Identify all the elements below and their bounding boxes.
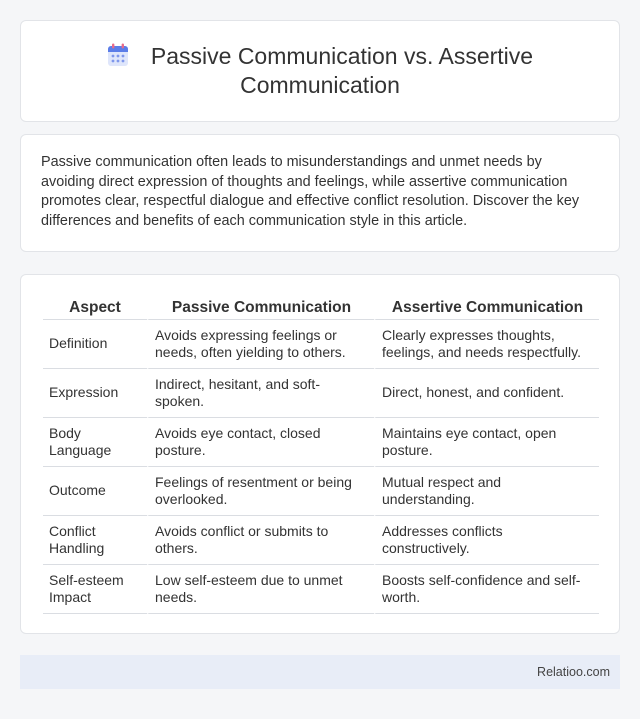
cell-passive: Low self-esteem due to unmet needs. (147, 565, 374, 614)
cell-assertive: Addresses conflicts constructively. (374, 516, 599, 565)
cell-passive: Avoids expressing feelings or needs, often yielding to others. (147, 320, 374, 369)
calendar-icon (107, 43, 129, 67)
cell-assertive: Maintains eye contact, open posture. (374, 418, 599, 467)
header-aspect: Aspect (43, 295, 147, 320)
comparison-table-card (20, 274, 620, 634)
footer-brand[interactable]: Relatioo.com (537, 665, 610, 679)
comparison-table (43, 295, 599, 614)
table-row (43, 320, 599, 369)
table-row (43, 369, 599, 418)
footer-bar (20, 655, 620, 689)
table-row (43, 516, 599, 565)
cell-aspect: Expression (43, 369, 147, 418)
intro-paragraph: Passive communication often leads to misunderstandings and unmet needs by avoiding direct expression of thoughts and feelings, while assertive communication promotes clear, respectful dialogue and effective conflict resolution. Discover the key differences and benefits of each communication style in this article. (41, 154, 580, 229)
cell-aspect: Conflict Handling (43, 516, 147, 565)
table-header-row (43, 295, 599, 320)
cell-aspect: Outcome (43, 467, 147, 516)
cell-aspect: Self-esteem Impact (43, 565, 147, 614)
cell-passive: Indirect, hesitant, and soft-spoken. (147, 369, 374, 418)
cell-passive: Feelings of resentment or being overlooked. (147, 467, 374, 516)
cell-passive: Avoids eye contact, closed posture. (147, 418, 374, 467)
cell-aspect: Body Language (43, 418, 147, 467)
cell-assertive: Clearly expresses thoughts, feelings, and needs respectfully. (374, 320, 599, 369)
table-row (43, 418, 599, 467)
table-row (43, 467, 599, 516)
table-row (43, 565, 599, 614)
intro-card (20, 134, 620, 252)
header-assertive: Assertive Communication (374, 295, 599, 320)
cell-passive: Avoids conflict or submits to others. (147, 516, 374, 565)
cell-assertive: Direct, honest, and confident. (374, 369, 599, 418)
cell-aspect: Definition (43, 320, 147, 369)
cell-assertive: Mutual respect and understanding. (374, 467, 599, 516)
title-card (20, 20, 620, 122)
cell-assertive: Boosts self-confidence and self-worth. (374, 565, 599, 614)
header-passive: Passive Communication (147, 295, 374, 320)
page-title-text: Passive Communication vs. Assertive Communication (150, 43, 534, 98)
page-title (61, 42, 579, 100)
